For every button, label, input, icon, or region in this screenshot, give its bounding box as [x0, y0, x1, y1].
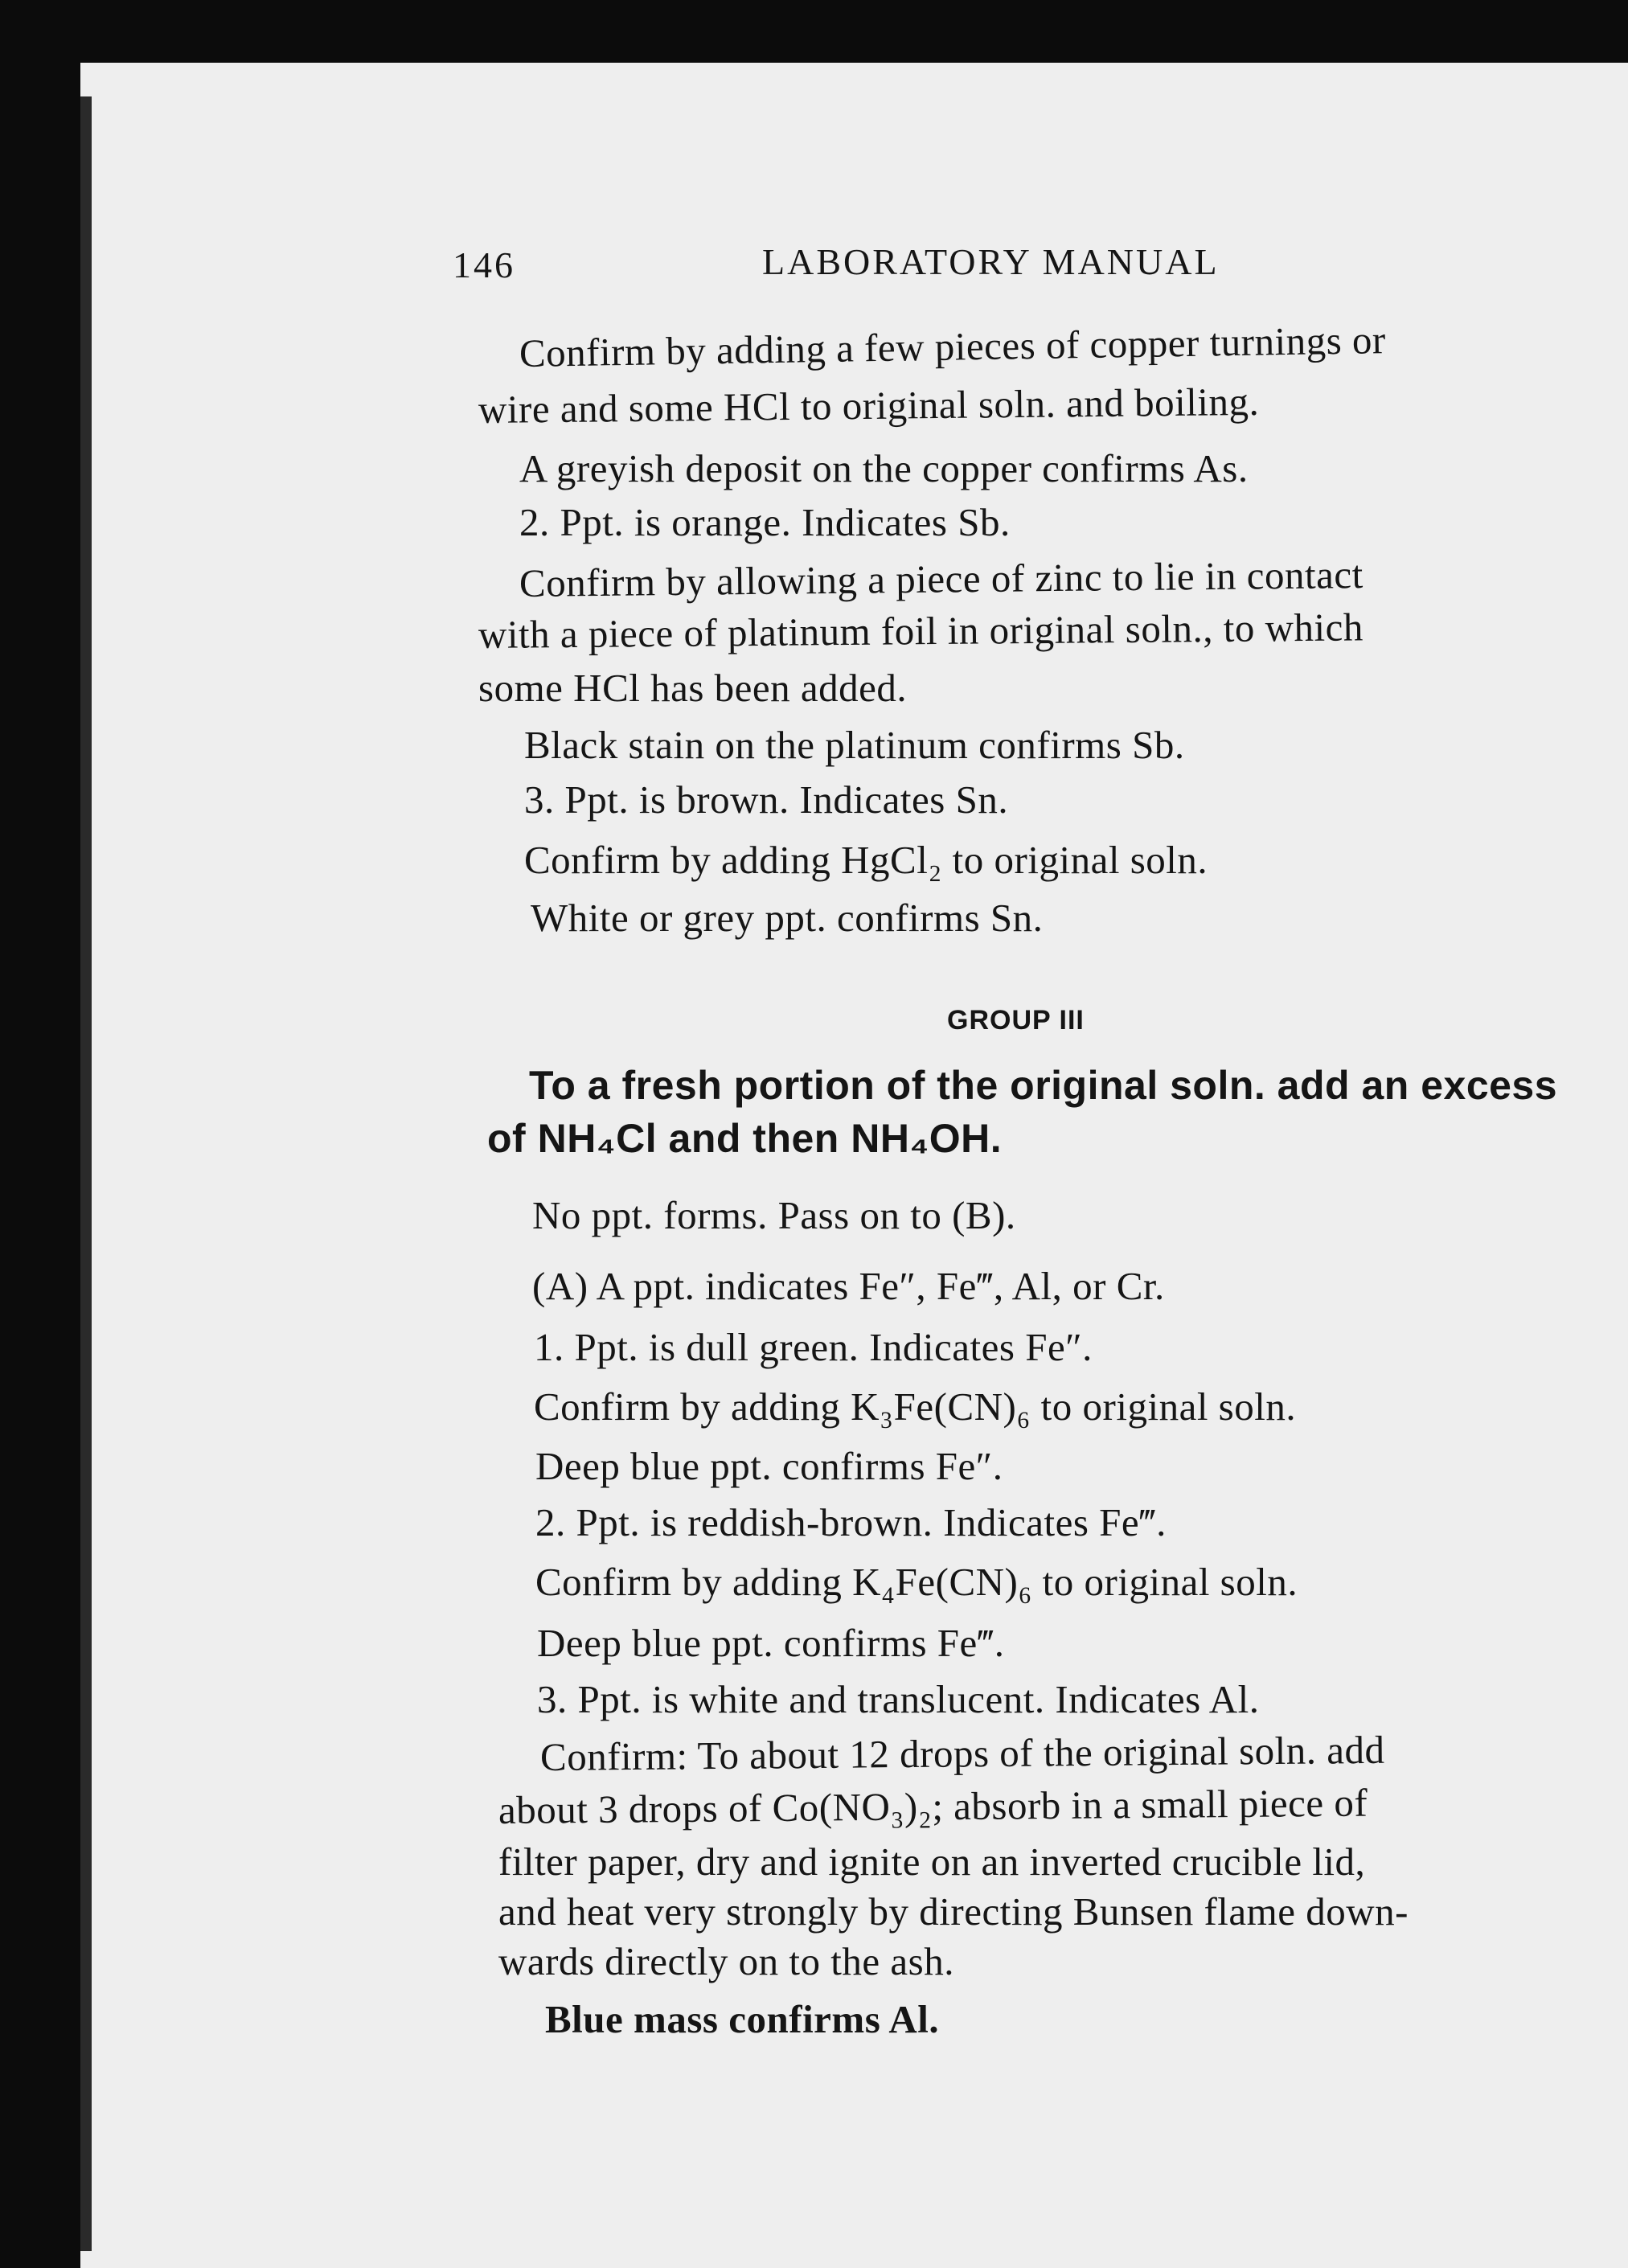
text-line: wire and some HCl to original soln. and boiling.: [478, 379, 1260, 432]
text-line: Confirm by adding a few pieces of copper turnings or: [519, 318, 1387, 375]
text-line: A greyish deposit on the copper confirms As.: [519, 446, 1249, 490]
instruction-line: To a fresh portion of the original soln. add an excess: [529, 1063, 1558, 1108]
text-line: Confirm by adding K₃Fe(CN)₆ to original soln.: [534, 1384, 1297, 1429]
text-line: No ppt. forms. Pass on to (B).: [532, 1193, 1016, 1237]
text-line: Confirm: To about 12 drops of the original soln. add: [539, 1727, 1385, 1779]
text-line: 1. Ppt. is dull green. Indicates Fe″.: [534, 1325, 1093, 1369]
instruction-line: of NH₄Cl and then NH₄OH.: [487, 1116, 1003, 1161]
text-line: wards directly on to the ash.: [498, 1939, 954, 1983]
page-number: 146: [453, 244, 515, 285]
text-line: Deep blue ppt. confirms Fe″.: [535, 1444, 1003, 1488]
text-line: Black stain on the platinum confirms Sb.: [524, 723, 1185, 767]
text-line: 2. Ppt. is reddish-brown. Indicates Fe‴.: [535, 1500, 1167, 1544]
text-line: Confirm by allowing a piece of zinc to lie in contact: [519, 552, 1364, 605]
text-line: filter paper, dry and ignite on an inverted crucible lid,: [498, 1839, 1366, 1884]
page-binding-edge: [80, 96, 92, 2251]
text-line: 3. Ppt. is brown. Indicates Sn.: [524, 777, 1009, 822]
running-title: LABORATORY MANUAL: [762, 241, 1220, 282]
text-line: White or grey ppt. confirms Sn.: [531, 896, 1044, 940]
text-line: Blue mass confirms Al.: [545, 1997, 940, 2041]
section-heading: GROUP III: [947, 1005, 1085, 1036]
text-line: with a piece of platinum foil in original soln., to which: [478, 605, 1364, 657]
text-line: and heat very strongly by directing Bunsen flame down-: [498, 1889, 1409, 1934]
text-line: Deep blue ppt. confirms Fe‴.: [537, 1621, 1005, 1665]
text-line: 3. Ppt. is white and translucent. Indicates Al.: [537, 1677, 1260, 1721]
text-line: about 3 drops of Co(NO₃)₂; absorb in a small piece of: [498, 1780, 1368, 1832]
text-line: (A) A ppt. indicates Fe″, Fe‴, Al, or Cr.: [532, 1264, 1165, 1308]
text-line: Confirm by adding K₄Fe(CN)₆ to original soln.: [535, 1560, 1298, 1604]
text-line: some HCl has been added.: [478, 666, 908, 710]
text-line: 2. Ppt. is orange. Indicates Sb.: [519, 500, 1011, 544]
text-line: Confirm by adding HgCl₂ to original soln.: [524, 838, 1208, 882]
